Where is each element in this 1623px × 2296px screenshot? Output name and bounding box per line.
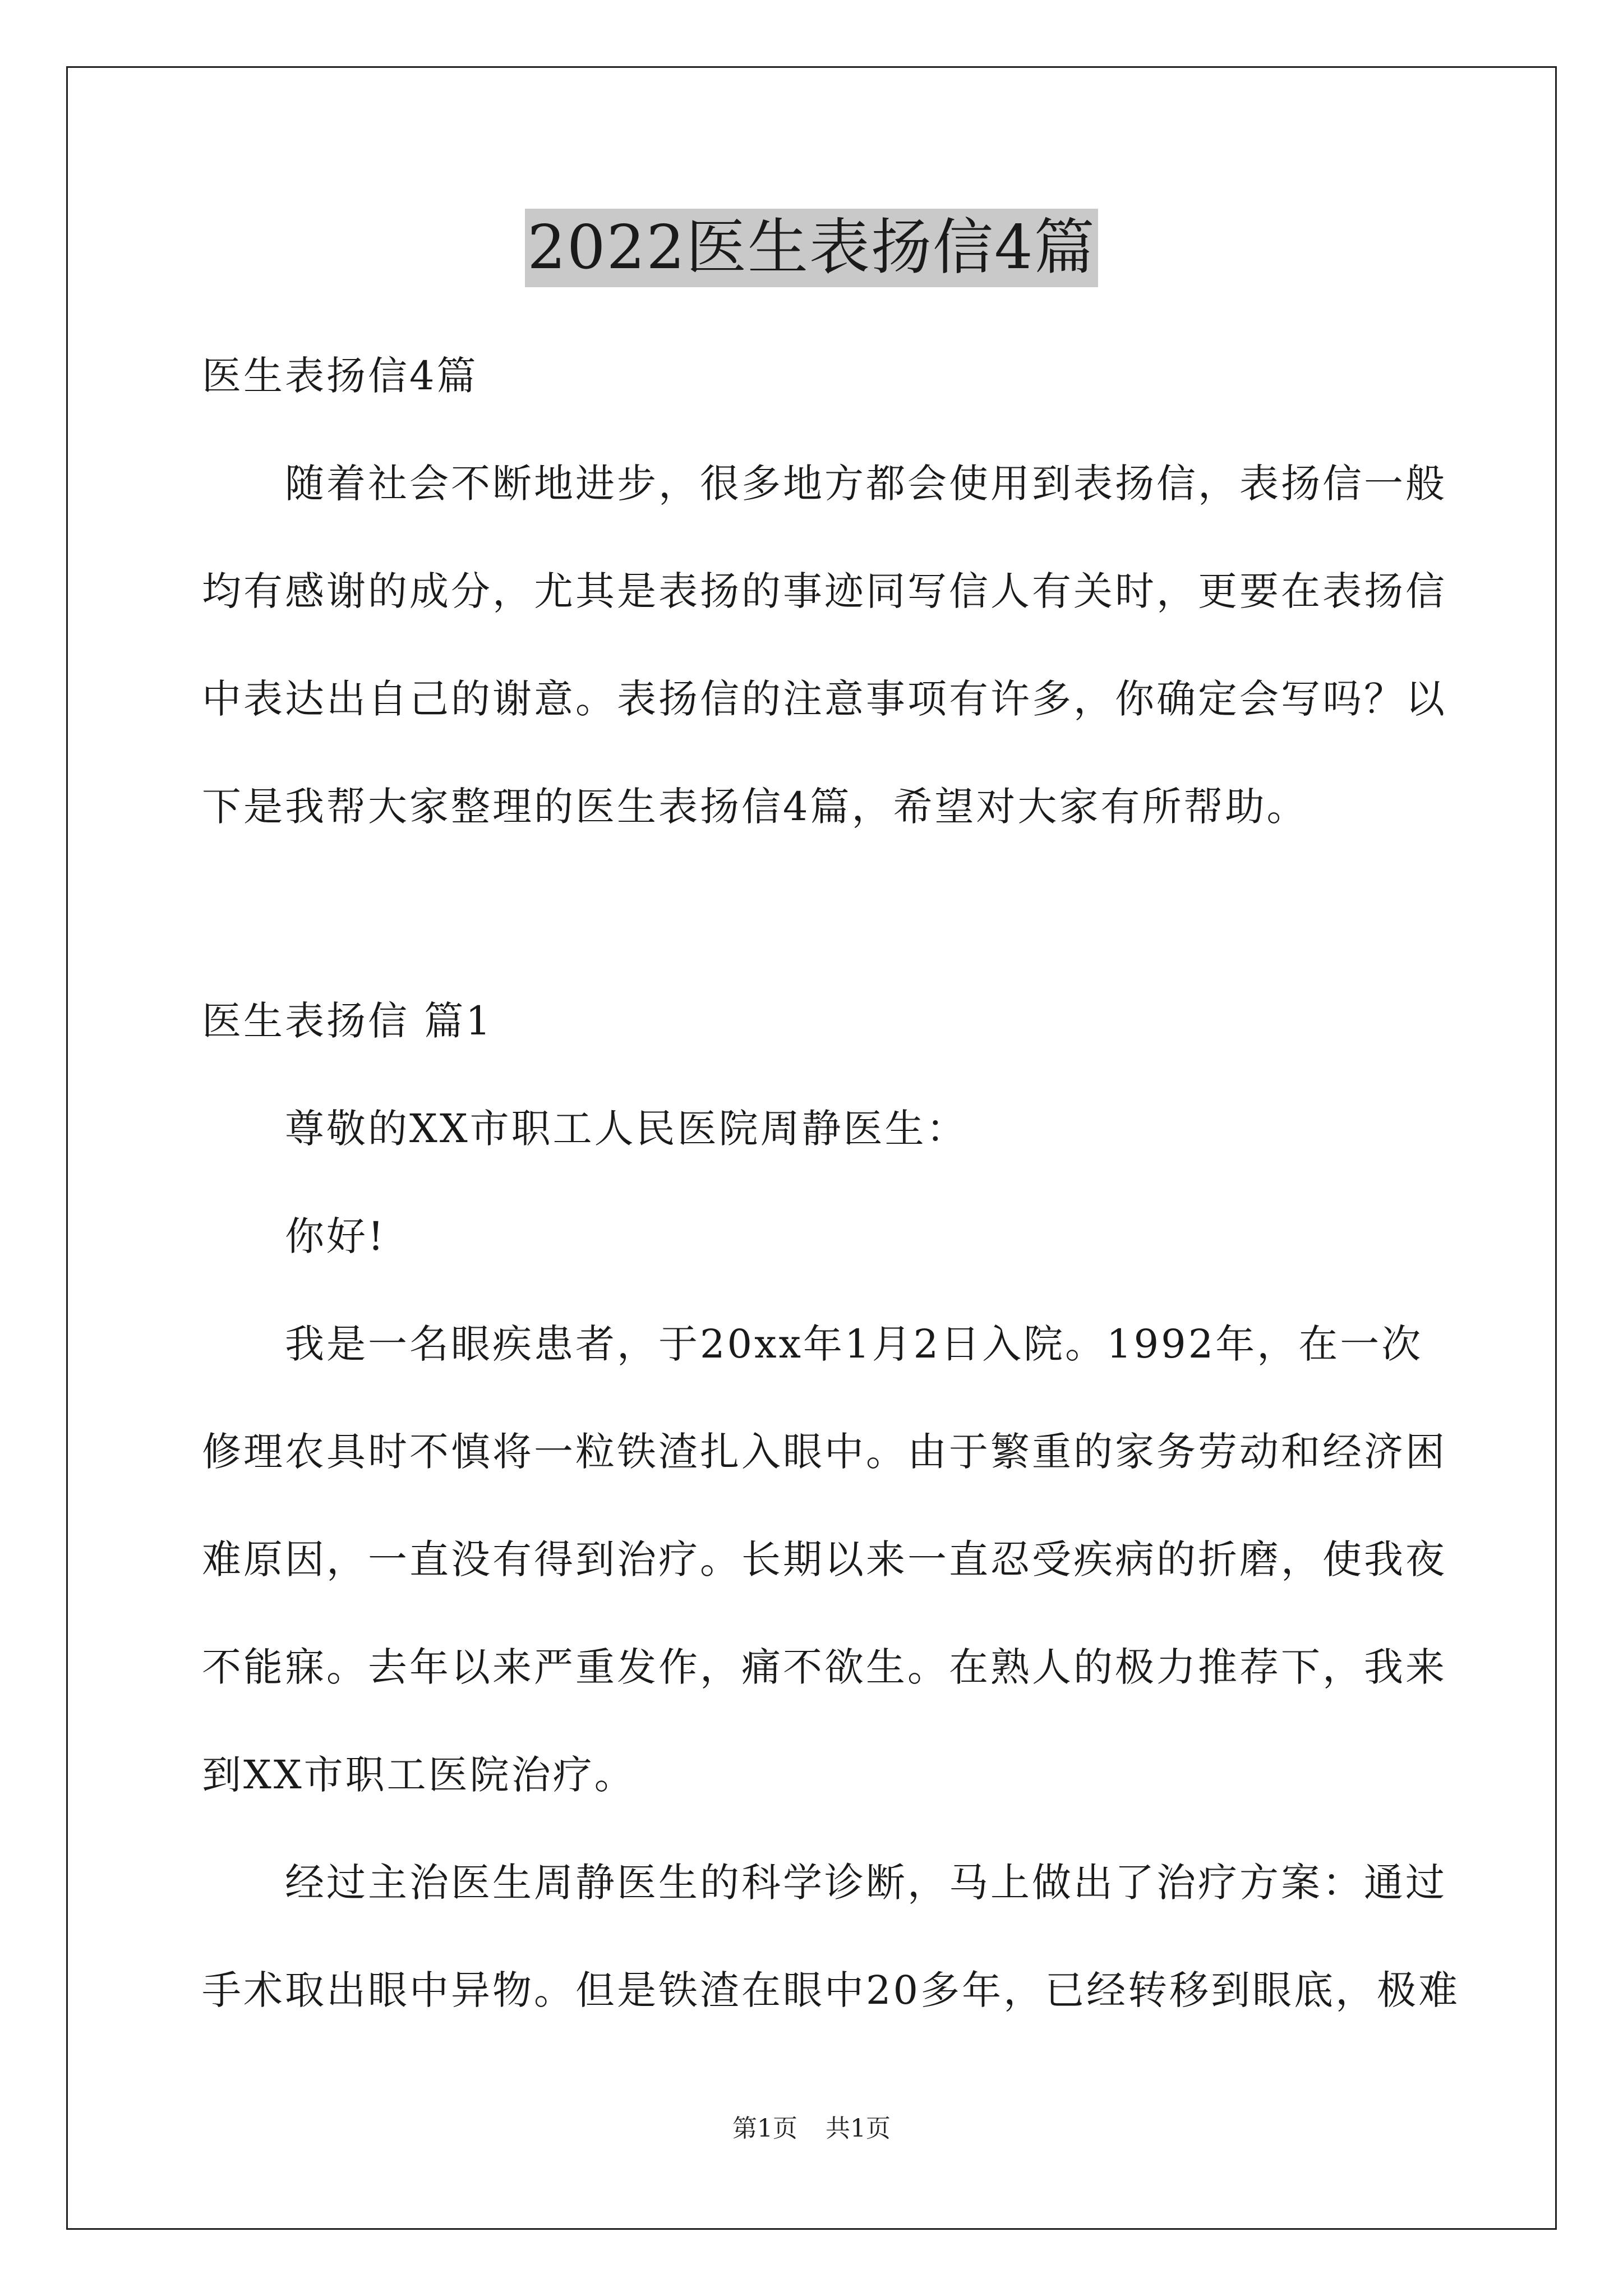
title-container [0,209,1623,287]
body-line-1: 我是一名眼疾患者，于20xx年1月2日入院。1992年，在一次 [202,1321,1423,1367]
body-line-2: 修理农具时不慎将一粒铁渣扎入眼中。由于繁重的家务劳动和经济困 [202,1429,1447,1475]
subtitle-line: 医生表扬信4篇 [202,353,478,399]
greeting-line: 你好! [202,1213,386,1259]
intro-line-3: 中表达出自己的谢意。表扬信的注意事项有许多，你确定会写吗？以 [202,676,1447,722]
page-footer [0,2112,1623,2146]
intro-line-1: 随着社会不断地进步，很多地方都会使用到表扬信，表扬信一般 [202,461,1447,507]
body-line-6: 经过主治医生周静医生的科学诊断，马上做出了治疗方案：通过 [202,1860,1447,1906]
section-heading-1: 医生表扬信 篇1 [202,998,493,1044]
salutation-line: 尊敬的XX市职工人民医院周静医生： [202,1106,968,1152]
page-total: 共1页 [826,2114,891,2143]
body-line-7: 手术取出眼中异物。但是铁渣在眼中20多年，已经转移到眼底，极难 [202,1967,1460,2013]
document-title: 2022医生表扬信4篇 [525,209,1098,287]
intro-line-2: 均有感谢的成分，尤其是表扬的事迹同写信人有关时，更要在表扬信 [202,568,1447,614]
page-number: 第1页 [732,2114,797,2143]
body-line-5: 到XX市职工医院治疗。 [202,1752,636,1798]
intro-line-4: 下是我帮大家整理的医生表扬信4篇，希望对大家有所帮助。 [202,784,1308,830]
body-line-3: 难原因，一直没有得到治疗。长期以来一直忍受疾病的折磨，使我夜 [202,1536,1447,1582]
body-line-4: 不能寐。去年以来严重发作，痛不欲生。在熟人的极力推荐下，我来 [202,1644,1447,1690]
